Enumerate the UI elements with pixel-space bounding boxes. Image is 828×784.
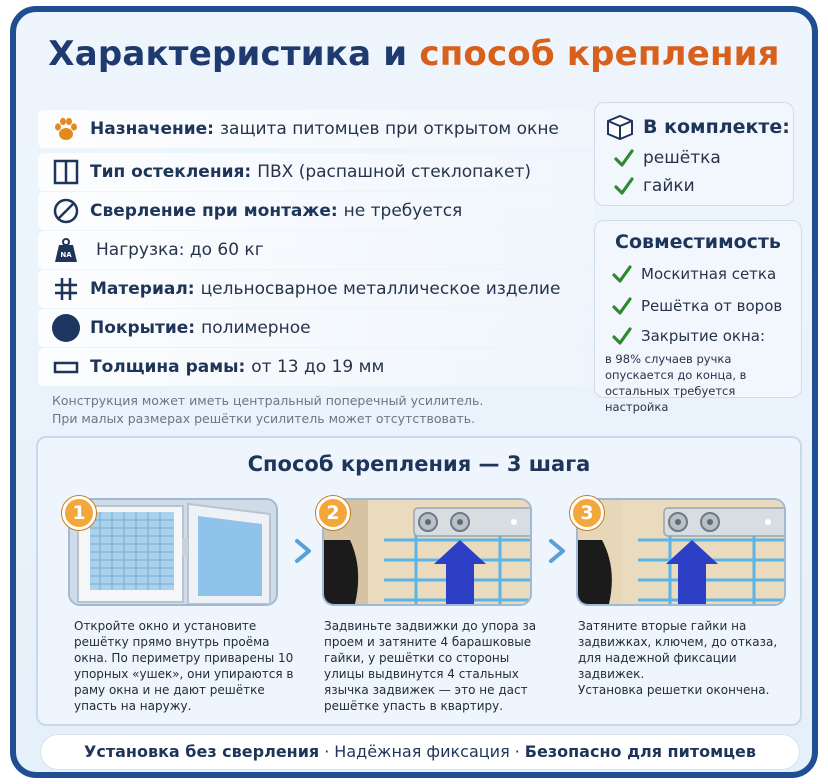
compat-item-label: Москитная сетка [641, 265, 777, 283]
spec-value: цельносварное металлическое изделие [200, 279, 561, 299]
footer-part-3: Безопасно для питомцев [524, 742, 756, 761]
mounting-steps [36, 436, 802, 726]
footer-separator: · [324, 742, 330, 761]
compat-item [611, 295, 782, 317]
spec-label: Толщина рамы: [90, 357, 246, 377]
compatibility-panel [594, 220, 802, 414]
footer-separator: · [514, 742, 520, 761]
check-icon [611, 325, 633, 347]
title-main: Характеристика и [48, 34, 408, 74]
kit-panel [594, 102, 794, 206]
no-drill-icon [50, 195, 82, 227]
kit-header [605, 113, 790, 141]
grid-icon [50, 273, 82, 305]
box-icon [605, 113, 635, 141]
spec-value: Нагрузка: до 60 кг [96, 240, 264, 260]
chevron-right-icon [292, 538, 314, 564]
spec-label: Материал: [90, 279, 195, 299]
paw-icon [50, 113, 82, 145]
footer-part-2: Надёжная фиксация [334, 742, 510, 761]
chevron-right-icon [546, 538, 568, 564]
step-2-text: Задвиньте задвижки до упора за проем и затяните 4 барашковые гайки, у решётки со стороны улицы выдвинутся 4 стальных язычка задвижек — это не даст решётке упасть в квартиру. [324, 619, 537, 713]
step-badge-3: 3 [570, 496, 604, 530]
spec-label: Сверление при монтаже: [90, 201, 338, 221]
step-1-text: Откройте окно и установите решётку прямо внутрь проёма окна. По периметру приварены 10 упорных «ушек», они упираются в раму окна и не дают решётке упасть на наружу. [74, 619, 294, 713]
spec-value: от 13 до 19 мм [251, 357, 385, 377]
kit-item-label: решётка [643, 148, 721, 168]
spec-value: полимерное [201, 318, 311, 338]
compat-item [611, 263, 776, 285]
step-1-image [68, 498, 278, 606]
spec-label: Покрытие: [90, 318, 196, 338]
footer-banner [40, 734, 800, 770]
spec-value: защита питомцев при открытом окне [219, 119, 559, 139]
spec-row-drilling [38, 192, 594, 230]
spec-row-frame [38, 348, 594, 386]
infographic-card [10, 6, 818, 778]
page-title [16, 34, 812, 74]
step-2-image [322, 498, 532, 606]
frame-thickness-icon [50, 351, 82, 383]
construction-note [52, 392, 483, 428]
spec-value: ПВХ (распашной стеклопакет) [257, 162, 531, 182]
steps-title: Способ крепления — 3 шага [247, 452, 591, 476]
spec-row-material [38, 270, 594, 308]
spec-value: не требуется [343, 201, 463, 221]
step-badge-1: 1 [62, 496, 96, 530]
note-line-1: Конструкция может иметь центральный поперечный усилитель. [52, 393, 484, 408]
footer-part-1: Установка без сверления [84, 742, 320, 761]
spec-row-glazing [38, 153, 594, 191]
compat-item-label: Решётка от воров [641, 297, 783, 315]
check-icon [613, 147, 635, 169]
check-icon [613, 175, 635, 197]
title-accent: способ крепления [419, 34, 780, 74]
kit-item [613, 175, 695, 197]
step-3-image [576, 498, 786, 606]
check-icon [611, 263, 633, 285]
step-badge-2: 2 [316, 496, 350, 530]
coating-circle-icon [50, 312, 82, 344]
compat-item [611, 325, 765, 347]
compat-item-label: Закрытие окна: [641, 327, 766, 345]
compat-note: в 98% случаев ручка опускается до конца, в остальных требуется настройка [605, 352, 747, 414]
spec-row-purpose [38, 110, 594, 148]
kit-title: В комплекте: [643, 116, 790, 138]
step-3-text: Затяните вторые гайки на задвижках, ключем, до отказа, для надежной фиксации задвижек. Установка решетки окончена. [578, 619, 778, 697]
spec-list [38, 100, 594, 428]
spec-row-load [38, 231, 594, 269]
weight-icon-text: NA [60, 251, 72, 259]
spec-row-coating [38, 309, 594, 347]
kit-item [613, 147, 721, 169]
check-icon [611, 295, 633, 317]
kit-item-label: гайки [643, 176, 695, 196]
window-icon [50, 156, 82, 188]
weight-icon [50, 234, 82, 266]
spec-label: Назначение: [90, 119, 214, 139]
spec-label: Тип остекления: [90, 162, 252, 182]
compat-title: Совместимость [615, 231, 781, 253]
note-line-2: При малых размерах решётки усилитель может отсутствовать. [52, 411, 476, 426]
